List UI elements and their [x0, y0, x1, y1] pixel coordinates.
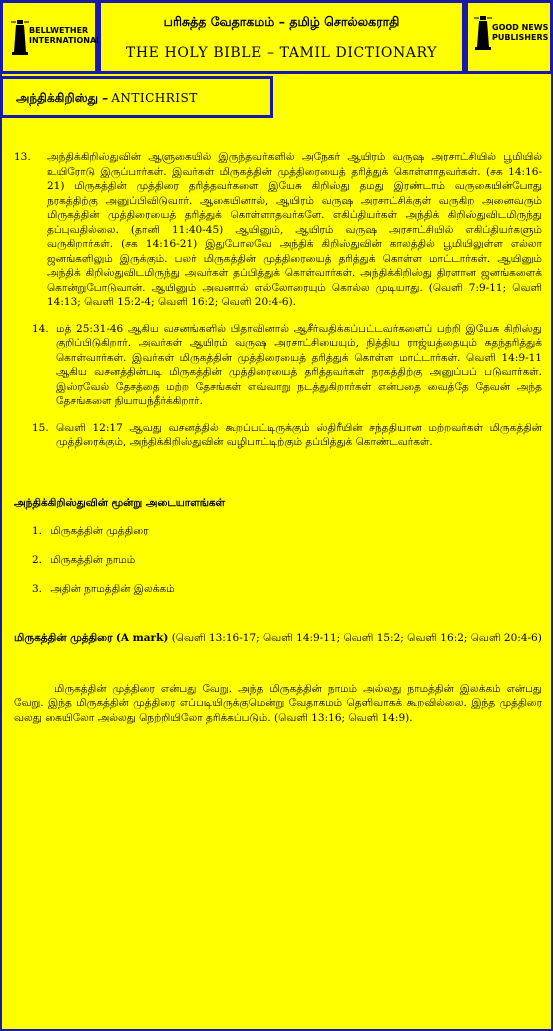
list-number: 2. — [32, 554, 43, 566]
mark-heading-tamil: மிருகத்தின் முத்திரை — [14, 632, 113, 644]
header-left-logo-box — [0, 0, 102, 74]
bellwether-logo — [11, 16, 101, 56]
list-number: 3. — [32, 583, 43, 595]
list-label: அதின் நாமத்தின் இலக்கம் — [50, 583, 175, 595]
signs-list — [32, 524, 542, 611]
section-title-box — [0, 76, 273, 118]
item-number: 15. — [32, 421, 49, 434]
logo-line-1: BELLWETHER — [29, 26, 89, 35]
logo-line-2: INTERNATIONAL — [29, 36, 102, 45]
item-number: 13. — [14, 151, 31, 163]
signs-heading: அந்திக்கிறிஸ்துவின் மூன்று அடையாளங்கள் — [14, 496, 226, 509]
mark-refs: (வெளி 13:16-17; வெளி 14:9-11; வெளி 15:2; வெளி 16:2; வெளி 20:4-6) — [171, 632, 542, 644]
title-tamil: பரிசுத்த வேதாகமம் – தமிழ் சொல்லகராதி — [163, 14, 400, 29]
list-item — [32, 582, 542, 611]
list-label: மிருகத்தின் முத்திரை — [50, 525, 149, 537]
list-item — [32, 421, 542, 450]
list-number: 1. — [32, 525, 43, 537]
logo-line-2: PUBLISHERS — [492, 33, 549, 42]
lighthouse-icon — [474, 13, 492, 53]
list-item — [32, 524, 542, 553]
list-item — [14, 150, 542, 310]
mark-paragraph: மிருகத்தின் முத்திரை என்பது வேறு. அந்த மிருகத்தின் நாமம் அல்லது நாமத்தின் இலக்கம் என்பது வேறு. இந்த மிருகத்தின் முத்திரை எப்படியிருக்குமென்று வேதாகமம் தெளிவாகக் கூறவில்லை. இந்த முத்திரை வலது கையிலோ அல்லது நெற்றியிலோ தரிக்கப்படும். (வெளி 13:16; வெளி 14:9). — [14, 682, 542, 724]
logo-text — [492, 23, 548, 43]
lighthouse-icon — [11, 16, 29, 56]
item-text: வெளி 12:17 ஆவது வசனத்தில் கூறப்பட்டிருக்கும் ஸ்திரீயின் சந்ததியான மற்றவர்கள் மிருகத்தின் முத்திரைக்கும், அந்திக்கிறிஸ்துவின் வழிபாட்டிற்கும் தப்பித்துக் கொண்டவர்கள். — [56, 421, 542, 448]
list-item — [32, 553, 542, 582]
header-right-logo-box — [465, 0, 553, 74]
item-text: மத் 25:31-46 ஆகிய வசனங்களில் பிதாவினால் ஆசீர்வதிக்கப்பட்டவர்களைப் பற்றி இயேசு கிறிஸ்து குறிப்பிடுகிறார். அவர்கள் ஆயிரம் வருஷ அரசாட்சியையும், நித்திய ராஜ்யத்தையும் சுதந்தரித்துக் கொள்வார்கள். இவர்கள் மிருகத்தின் முத்திரையைத் தரித்துக் கொள்ள மாட்டார்கள். வெளி 14:9-11 ஆகிய வசனத்தின்படி மிருகத்தின் முத்திரையைத் தரித்தவர்கள் நரகத்திற்கு அனுப்பப் படுவார்கள். இஸ்ரவேல் தேசத்தை மற்ற தேசங்கள் எவ்வாறு நடத்துகிறார்கள் என்பதை வைத்தே தேவன் அந்த தேசங்களை நியாயந்தீர்க்கிறார். — [56, 322, 542, 407]
list-item — [32, 322, 542, 409]
content — [14, 150, 542, 725]
section-title-english: ANTICHRIST — [111, 91, 198, 105]
item-text: அந்திக்கிறிஸ்துவின் ஆளுகையில் இருந்தவர்களில் அநேகர் ஆயிரம் வருஷ அரசாட்சியில் பூமியில் உயிரோடு இருப்பார்கள். இவர்கள் மிருகத்தின் முத்திரையைத் தரித்துக் கொள்ளாதவர்கள். (சக 14:16-21) மிருகத்தின் முத்திரை தரித்தவர்களை இயேசு கிறிஸ்து தமது இரண்டாம் வருகையின்போது நரகத்திற்கு அனுப்பிவிடுவார். ஆகையினால், ஆயிரம் வருஷ அரசாட்சிக்குள் வருகிற அனைவரும் மிருகத்தின் முத்திரையைத் தரித்துக் கொள்ளாதவர்களே. எகிப்தியர்கள் அந்திக் கிறிஸ்துவிடமிருந்து தப்புவதில்லை. (தானி 11:40-45) ஆயினும், ஆயிரம் வருஷ அரசாட்சியில் எகிப்தியர்களும் வருகிறார்கள். (சக 14:16-21) இதுபோலவே அந்திக் கிறிஸ்துவின் காலத்தில் பூமியிலுள்ள எல்லா ஜனங்களிலும் இருக்கும். பலர் மிருகத்தின் முத்திரையைத் தரித்துக் கொள்ள மாட்டார்கள். ஆயினும் அந்திக் கிறிஸ்துவிடமிருந்து அவர்கள் தப்பித்துக் கொள்வார்கள். அந்திக்கிறிஸ்து திரளான ஜனங்களைக் கொன்றுபோடுவான். ஆயினும் அவனால் எல்லோரையும் கொல்ல முடியாது. (வெளி 7:9-11; வெளி 14:13; வெளி 15:2-4; வெளி 16:2; வெளி 20:4-6). — [47, 151, 542, 308]
logo-line-1: GOOD NEWS — [492, 23, 549, 32]
logo-text — [29, 26, 101, 46]
item-number: 14. — [32, 322, 49, 335]
mark-heading-line — [14, 631, 542, 646]
list-label: மிருகத்தின் நாமம் — [50, 554, 136, 566]
good-news-logo — [474, 13, 548, 53]
header-title-box — [98, 0, 465, 74]
mark-heading-english: (A mark) — [115, 632, 169, 644]
title-english: THE HOLY BIBLE – TAMIL DICTIONARY — [125, 45, 438, 61]
section-title-tamil: அந்திக்கிறிஸ்து – — [16, 91, 109, 105]
